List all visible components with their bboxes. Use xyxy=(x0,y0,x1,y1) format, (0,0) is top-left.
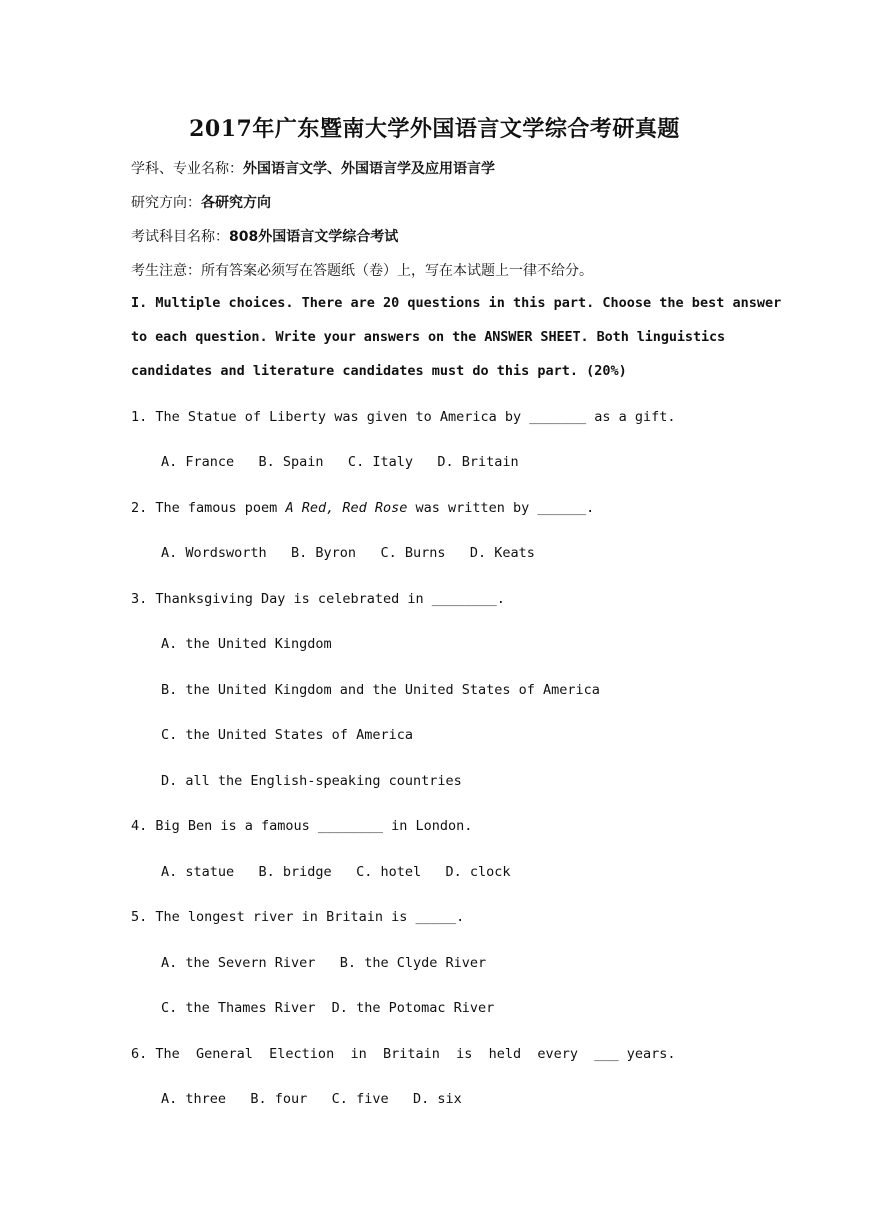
question-3-option-b: B. the United Kingdom and the United States of America xyxy=(161,682,600,698)
direction-value: 各研究方向 xyxy=(201,195,271,211)
instruction-line-2: to each question. Write your answers on the ANSWER SHEET. Both linguistics xyxy=(131,329,726,345)
subject-line xyxy=(131,158,495,178)
instruction-line-1: I. Multiple choices. There are 20 questions in this part. Choose the best answer xyxy=(131,295,782,311)
subject-label: 学科、专业名称： xyxy=(131,161,243,177)
question-5-options-ab: A. the Severn River B. the Clyde River xyxy=(161,955,487,971)
question-2-text-after: was written by ______. xyxy=(407,500,595,516)
exam-label: 考试科目名称： xyxy=(131,229,229,245)
question-1-options: A. France B. Spain C. Italy D. Britain xyxy=(161,454,519,470)
question-5-options-cd: C. the Thames River D. the Potomac River xyxy=(161,1000,495,1016)
page-title: 2017年广东暨南大学外国语言文学综合考研真题 xyxy=(189,116,680,142)
question-3-option-d: D. all the English-speaking countries xyxy=(161,773,462,789)
question-3-option-c: C. the United States of America xyxy=(161,727,413,743)
notice-line: 考生注意：所有答案必须写在答题纸（卷）上，写在本试题上一律不给分。 xyxy=(131,263,593,279)
direction-line xyxy=(131,192,271,212)
subject-value: 外国语言文学、外国语言学及应用语言学 xyxy=(243,161,495,177)
question-1: 1. The Statue of Liberty was given to America by _______ as a gift. xyxy=(131,409,676,425)
question-2 xyxy=(131,500,594,516)
exam-subject-line xyxy=(131,226,398,246)
poem-title: A Red, Red Rose xyxy=(285,500,408,516)
question-5: 5. The longest river in Britain is _____. xyxy=(131,909,465,925)
question-2-text-before: 2. The famous poem xyxy=(131,500,286,516)
question-6-options: A. three B. four C. five D. six xyxy=(161,1091,462,1107)
question-4: 4. Big Ben is a famous ________ in London. xyxy=(131,818,473,834)
direction-label: 研究方向： xyxy=(131,195,201,211)
question-3: 3. Thanksgiving Day is celebrated in ________. xyxy=(131,591,505,607)
question-2-options: A. Wordsworth B. Byron C. Burns D. Keats xyxy=(161,545,535,561)
question-3-option-a: A. the United Kingdom xyxy=(161,636,332,652)
question-6: 6. The General Election in Britain is held every ___ years. xyxy=(131,1046,676,1062)
instruction-line-3: candidates and literature candidates must do this part. (20%) xyxy=(131,363,627,379)
question-4-options: A. statue B. bridge C. hotel D. clock xyxy=(161,864,511,880)
exam-value: 808外国语言文学综合考试 xyxy=(229,229,399,245)
